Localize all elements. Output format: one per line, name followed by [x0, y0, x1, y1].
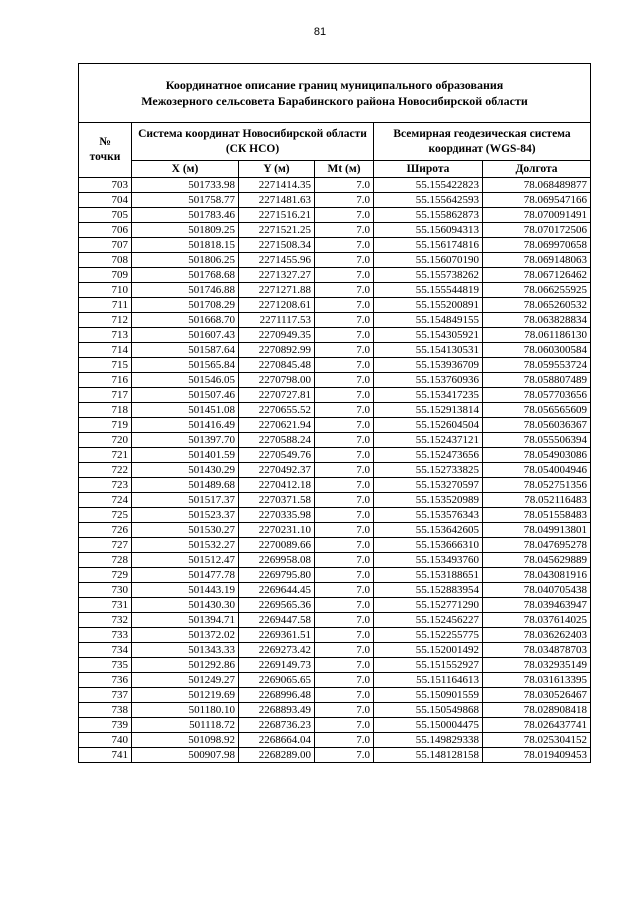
- latitude-cell: 55.150549868: [374, 703, 483, 718]
- point-number-cell: 704: [79, 193, 132, 208]
- table-row: [79, 223, 591, 238]
- longitude-cell: 78.031613395: [483, 673, 591, 688]
- mt-cell: 7.0: [315, 208, 374, 223]
- x-cell: 501818.15: [132, 238, 239, 253]
- latitude-header: Широта: [374, 161, 483, 178]
- table-row: [79, 568, 591, 583]
- x-cell: 501607.43: [132, 328, 239, 343]
- longitude-cell: 78.068489877: [483, 178, 591, 193]
- latitude-cell: 55.153493760: [374, 553, 483, 568]
- latitude-cell: 55.152913814: [374, 403, 483, 418]
- point-number-cell: 703: [79, 178, 132, 193]
- mt-cell: 7.0: [315, 478, 374, 493]
- point-number-cell: 719: [79, 418, 132, 433]
- mt-cell: 7.0: [315, 658, 374, 673]
- latitude-cell: 55.152255775: [374, 628, 483, 643]
- table-row: [79, 583, 591, 598]
- latitude-cell: 55.155738262: [374, 268, 483, 283]
- table-row: [79, 673, 591, 688]
- longitude-cell: 78.052751356: [483, 478, 591, 493]
- table-row: [79, 418, 591, 433]
- mt-cell: 7.0: [315, 703, 374, 718]
- mt-cell: 7.0: [315, 193, 374, 208]
- y-cell: 2269565.36: [239, 598, 315, 613]
- wgs-system-header: Всемирная геодезическая система координат (WGS-84): [374, 123, 591, 161]
- table-row: [79, 328, 591, 343]
- table-row: [79, 688, 591, 703]
- point-number-cell: 724: [79, 493, 132, 508]
- longitude-cell: 78.060300584: [483, 343, 591, 358]
- table-row: [79, 508, 591, 523]
- y-cell: 2268664.04: [239, 733, 315, 748]
- point-number-cell: 722: [79, 463, 132, 478]
- y-cell: 2270588.24: [239, 433, 315, 448]
- point-number-cell: 730: [79, 583, 132, 598]
- point-number-cell: 741: [79, 748, 132, 763]
- point-number-cell: 736: [79, 673, 132, 688]
- y-cell: 2269644.45: [239, 583, 315, 598]
- y-cell: 2271455.96: [239, 253, 315, 268]
- table-row: [79, 193, 591, 208]
- y-cell: 2268996.48: [239, 688, 315, 703]
- longitude-cell: 78.028908418: [483, 703, 591, 718]
- mt-cell: 7.0: [315, 508, 374, 523]
- table-row: [79, 433, 591, 448]
- point-number-word: точки: [89, 151, 121, 163]
- y-cell: 2271521.25: [239, 223, 315, 238]
- table-row: [79, 463, 591, 478]
- table-row: [79, 553, 591, 568]
- mt-cell: 7.0: [315, 463, 374, 478]
- latitude-cell: 55.152771290: [374, 598, 483, 613]
- coordinates-body: [79, 178, 591, 763]
- y-header: Y (м): [239, 161, 315, 178]
- table-row: [79, 703, 591, 718]
- x-cell: 501806.25: [132, 253, 239, 268]
- table-row: [79, 253, 591, 268]
- y-cell: 2271508.34: [239, 238, 315, 253]
- mt-cell: 7.0: [315, 253, 374, 268]
- latitude-cell: 55.153666310: [374, 538, 483, 553]
- x-cell: 501401.59: [132, 448, 239, 463]
- y-cell: 2271481.63: [239, 193, 315, 208]
- y-cell: 2268736.23: [239, 718, 315, 733]
- latitude-cell: 55.152456227: [374, 613, 483, 628]
- longitude-cell: 78.058807489: [483, 373, 591, 388]
- latitude-cell: 55.148128158: [374, 748, 483, 763]
- table-row: [79, 238, 591, 253]
- mt-cell: 7.0: [315, 373, 374, 388]
- longitude-cell: 78.059553724: [483, 358, 591, 373]
- table-row: [79, 448, 591, 463]
- y-cell: 2271271.88: [239, 283, 315, 298]
- table-row: [79, 403, 591, 418]
- longitude-cell: 78.063828834: [483, 313, 591, 328]
- latitude-cell: 55.153760936: [374, 373, 483, 388]
- mt-cell: 7.0: [315, 673, 374, 688]
- mt-cell: 7.0: [315, 223, 374, 238]
- point-number-cell: 726: [79, 523, 132, 538]
- x-cell: 501587.64: [132, 343, 239, 358]
- longitude-cell: 78.056565609: [483, 403, 591, 418]
- longitude-cell: 78.054004946: [483, 463, 591, 478]
- point-number-cell: 708: [79, 253, 132, 268]
- x-cell: 501546.05: [132, 373, 239, 388]
- longitude-cell: 78.055506394: [483, 433, 591, 448]
- x-cell: 501517.37: [132, 493, 239, 508]
- table-row: [79, 628, 591, 643]
- longitude-cell: 78.069547166: [483, 193, 591, 208]
- mt-cell: 7.0: [315, 433, 374, 448]
- page-number: 81: [313, 26, 327, 38]
- table-row: [79, 478, 591, 493]
- x-cell: 501523.37: [132, 508, 239, 523]
- table-row: [79, 658, 591, 673]
- longitude-cell: 78.057703656: [483, 388, 591, 403]
- latitude-cell: 55.150901559: [374, 688, 483, 703]
- table-row: [79, 748, 591, 763]
- y-cell: 2270798.00: [239, 373, 315, 388]
- point-number-cell: 720: [79, 433, 132, 448]
- longitude-cell: 78.061186130: [483, 328, 591, 343]
- x-cell: 501530.27: [132, 523, 239, 538]
- point-number-cell: 723: [79, 478, 132, 493]
- mt-cell: 7.0: [315, 733, 374, 748]
- local-system-header: Система координат Новосибирской области (СК НСО): [132, 123, 374, 161]
- mt-cell: 7.0: [315, 688, 374, 703]
- x-cell: 501451.08: [132, 403, 239, 418]
- latitude-cell: 55.152883954: [374, 583, 483, 598]
- point-number-cell: 729: [79, 568, 132, 583]
- mt-cell: 7.0: [315, 718, 374, 733]
- point-number-symbol: №: [99, 136, 111, 148]
- y-cell: 2269065.65: [239, 673, 315, 688]
- latitude-cell: 55.156070190: [374, 253, 483, 268]
- point-number-cell: 716: [79, 373, 132, 388]
- y-cell: 2270727.81: [239, 388, 315, 403]
- point-number-cell: 721: [79, 448, 132, 463]
- x-cell: 501507.46: [132, 388, 239, 403]
- longitude-cell: 78.025304152: [483, 733, 591, 748]
- x-cell: 501098.92: [132, 733, 239, 748]
- longitude-cell: 78.045629889: [483, 553, 591, 568]
- point-number-cell: 718: [79, 403, 132, 418]
- longitude-cell: 78.070172506: [483, 223, 591, 238]
- mt-cell: 7.0: [315, 523, 374, 538]
- table-row: [79, 373, 591, 388]
- latitude-cell: 55.155422823: [374, 178, 483, 193]
- y-cell: 2270892.99: [239, 343, 315, 358]
- x-cell: 501394.71: [132, 613, 239, 628]
- point-number-cell: 738: [79, 703, 132, 718]
- latitude-cell: 55.151164613: [374, 673, 483, 688]
- x-cell: 501416.49: [132, 418, 239, 433]
- mt-cell: 7.0: [315, 628, 374, 643]
- longitude-cell: 78.039463947: [483, 598, 591, 613]
- mt-cell: 7.0: [315, 568, 374, 583]
- latitude-cell: 55.152473656: [374, 448, 483, 463]
- y-cell: 2270231.10: [239, 523, 315, 538]
- longitude-cell: 78.032935149: [483, 658, 591, 673]
- longitude-cell: 78.054903086: [483, 448, 591, 463]
- longitude-cell: 78.034878703: [483, 643, 591, 658]
- point-number-cell: 733: [79, 628, 132, 643]
- y-cell: 2269958.08: [239, 553, 315, 568]
- latitude-cell: 55.153270597: [374, 478, 483, 493]
- point-number-cell: 728: [79, 553, 132, 568]
- longitude-cell: 78.036262403: [483, 628, 591, 643]
- latitude-cell: 55.156174816: [374, 238, 483, 253]
- latitude-cell: 55.156094313: [374, 223, 483, 238]
- point-number-cell: 714: [79, 343, 132, 358]
- table-row: [79, 523, 591, 538]
- y-cell: 2270492.37: [239, 463, 315, 478]
- longitude-cell: 78.066255925: [483, 283, 591, 298]
- y-cell: 2270335.98: [239, 508, 315, 523]
- table-row: [79, 298, 591, 313]
- point-number-cell: 707: [79, 238, 132, 253]
- latitude-cell: 55.150004475: [374, 718, 483, 733]
- table-row: [79, 388, 591, 403]
- latitude-cell: 55.155642593: [374, 193, 483, 208]
- longitude-header: Долгота: [483, 161, 591, 178]
- mt-cell: 7.0: [315, 403, 374, 418]
- y-cell: 2270371.58: [239, 493, 315, 508]
- table-row: [79, 343, 591, 358]
- x-cell: 501118.72: [132, 718, 239, 733]
- longitude-cell: 78.047695278: [483, 538, 591, 553]
- x-cell: 501565.84: [132, 358, 239, 373]
- table-row: [79, 718, 591, 733]
- y-cell: 2269361.51: [239, 628, 315, 643]
- x-cell: 501430.29: [132, 463, 239, 478]
- x-cell: 501249.27: [132, 673, 239, 688]
- table-row: [79, 283, 591, 298]
- mt-cell: 7.0: [315, 343, 374, 358]
- table-row: [79, 268, 591, 283]
- mt-cell: 7.0: [315, 493, 374, 508]
- y-cell: 2270549.76: [239, 448, 315, 463]
- table-row: [79, 733, 591, 748]
- longitude-cell: 78.026437741: [483, 718, 591, 733]
- table-title-line-1: Координатное описание границ муниципального образования: [165, 78, 504, 92]
- mt-header: Mt (м): [315, 161, 374, 178]
- point-number-cell: 727: [79, 538, 132, 553]
- y-cell: 2269447.58: [239, 613, 315, 628]
- longitude-cell: 78.056036367: [483, 418, 591, 433]
- mt-cell: 7.0: [315, 298, 374, 313]
- latitude-cell: 55.154849155: [374, 313, 483, 328]
- x-cell: 501532.27: [132, 538, 239, 553]
- y-cell: 2271117.53: [239, 313, 315, 328]
- x-cell: 501292.86: [132, 658, 239, 673]
- latitude-cell: 55.153520989: [374, 493, 483, 508]
- y-cell: 2269149.73: [239, 658, 315, 673]
- mt-cell: 7.0: [315, 598, 374, 613]
- table-row: [79, 643, 591, 658]
- longitude-cell: 78.067126462: [483, 268, 591, 283]
- mt-cell: 7.0: [315, 448, 374, 463]
- longitude-cell: 78.030526467: [483, 688, 591, 703]
- mt-cell: 7.0: [315, 418, 374, 433]
- longitude-cell: 78.051558483: [483, 508, 591, 523]
- longitude-cell: 78.049913801: [483, 523, 591, 538]
- x-cell: 500907.98: [132, 748, 239, 763]
- table-title: [79, 64, 591, 123]
- point-number-cell: 715: [79, 358, 132, 373]
- point-number-cell: 712: [79, 313, 132, 328]
- mt-cell: 7.0: [315, 553, 374, 568]
- mt-cell: 7.0: [315, 583, 374, 598]
- y-cell: 2270949.35: [239, 328, 315, 343]
- point-number-cell: 713: [79, 328, 132, 343]
- longitude-cell: 78.037614025: [483, 613, 591, 628]
- point-number-cell: 705: [79, 208, 132, 223]
- latitude-cell: 55.155544819: [374, 283, 483, 298]
- y-cell: 2271208.61: [239, 298, 315, 313]
- y-cell: 2270412.18: [239, 478, 315, 493]
- x-cell: 501397.70: [132, 433, 239, 448]
- table-row: [79, 358, 591, 373]
- point-number-cell: 725: [79, 508, 132, 523]
- latitude-cell: 55.153188651: [374, 568, 483, 583]
- mt-cell: 7.0: [315, 613, 374, 628]
- mt-cell: 7.0: [315, 313, 374, 328]
- point-number-cell: 711: [79, 298, 132, 313]
- latitude-cell: 55.152604504: [374, 418, 483, 433]
- latitude-cell: 55.153576343: [374, 508, 483, 523]
- point-number-cell: 734: [79, 643, 132, 658]
- x-cell: 501343.33: [132, 643, 239, 658]
- longitude-cell: 78.043081916: [483, 568, 591, 583]
- table-row: [79, 313, 591, 328]
- longitude-cell: 78.069970658: [483, 238, 591, 253]
- table-row: [79, 493, 591, 508]
- y-cell: 2268893.49: [239, 703, 315, 718]
- x-cell: 501783.46: [132, 208, 239, 223]
- y-cell: 2270621.94: [239, 418, 315, 433]
- latitude-cell: 55.152001492: [374, 643, 483, 658]
- longitude-cell: 78.065260532: [483, 298, 591, 313]
- x-cell: 501180.10: [132, 703, 239, 718]
- point-number-header: [79, 123, 132, 178]
- latitude-cell: 55.153936709: [374, 358, 483, 373]
- point-number-cell: 739: [79, 718, 132, 733]
- y-cell: 2269795.80: [239, 568, 315, 583]
- latitude-cell: 55.151552927: [374, 658, 483, 673]
- x-cell: 501512.47: [132, 553, 239, 568]
- longitude-cell: 78.069148063: [483, 253, 591, 268]
- x-cell: 501733.98: [132, 178, 239, 193]
- x-cell: 501443.19: [132, 583, 239, 598]
- point-number-cell: 717: [79, 388, 132, 403]
- point-number-cell: 732: [79, 613, 132, 628]
- x-cell: 501768.68: [132, 268, 239, 283]
- x-cell: 501372.02: [132, 628, 239, 643]
- point-number-cell: 731: [79, 598, 132, 613]
- mt-cell: 7.0: [315, 178, 374, 193]
- mt-cell: 7.0: [315, 748, 374, 763]
- latitude-cell: 55.154305921: [374, 328, 483, 343]
- table-row: [79, 178, 591, 193]
- point-number-cell: 710: [79, 283, 132, 298]
- x-cell: 501477.78: [132, 568, 239, 583]
- x-cell: 501746.88: [132, 283, 239, 298]
- point-number-cell: 709: [79, 268, 132, 283]
- x-cell: 501489.68: [132, 478, 239, 493]
- mt-cell: 7.0: [315, 328, 374, 343]
- y-cell: 2270845.48: [239, 358, 315, 373]
- latitude-cell: 55.152733825: [374, 463, 483, 478]
- latitude-cell: 55.155200891: [374, 298, 483, 313]
- y-cell: 2268289.00: [239, 748, 315, 763]
- point-number-cell: 735: [79, 658, 132, 673]
- x-cell: 501708.29: [132, 298, 239, 313]
- mt-cell: 7.0: [315, 538, 374, 553]
- longitude-cell: 78.052116483: [483, 493, 591, 508]
- mt-cell: 7.0: [315, 388, 374, 403]
- table-row: [79, 208, 591, 223]
- latitude-cell: 55.153642605: [374, 523, 483, 538]
- y-cell: 2269273.42: [239, 643, 315, 658]
- mt-cell: 7.0: [315, 238, 374, 253]
- y-cell: 2270089.66: [239, 538, 315, 553]
- table-row: [79, 613, 591, 628]
- table-row: [79, 598, 591, 613]
- mt-cell: 7.0: [315, 283, 374, 298]
- x-cell: 501758.77: [132, 193, 239, 208]
- x-cell: 501219.69: [132, 688, 239, 703]
- longitude-cell: 78.019409453: [483, 748, 591, 763]
- coordinates-table: [78, 63, 591, 763]
- y-cell: 2271414.35: [239, 178, 315, 193]
- mt-cell: 7.0: [315, 268, 374, 283]
- y-cell: 2271327.27: [239, 268, 315, 283]
- latitude-cell: 55.154130531: [374, 343, 483, 358]
- point-number-cell: 706: [79, 223, 132, 238]
- table-row: [79, 538, 591, 553]
- latitude-cell: 55.149829338: [374, 733, 483, 748]
- longitude-cell: 78.040705438: [483, 583, 591, 598]
- point-number-cell: 740: [79, 733, 132, 748]
- x-cell: 501430.30: [132, 598, 239, 613]
- latitude-cell: 55.155862873: [374, 208, 483, 223]
- y-cell: 2271516.21: [239, 208, 315, 223]
- x-header: X (м): [132, 161, 239, 178]
- mt-cell: 7.0: [315, 643, 374, 658]
- x-cell: 501809.25: [132, 223, 239, 238]
- longitude-cell: 78.070091491: [483, 208, 591, 223]
- table-title-line-2: Межозерного сельсовета Барабинского района Новосибирской области: [141, 94, 528, 108]
- mt-cell: 7.0: [315, 358, 374, 373]
- y-cell: 2270655.52: [239, 403, 315, 418]
- latitude-cell: 55.153417235: [374, 388, 483, 403]
- latitude-cell: 55.152437121: [374, 433, 483, 448]
- point-number-cell: 737: [79, 688, 132, 703]
- x-cell: 501668.70: [132, 313, 239, 328]
